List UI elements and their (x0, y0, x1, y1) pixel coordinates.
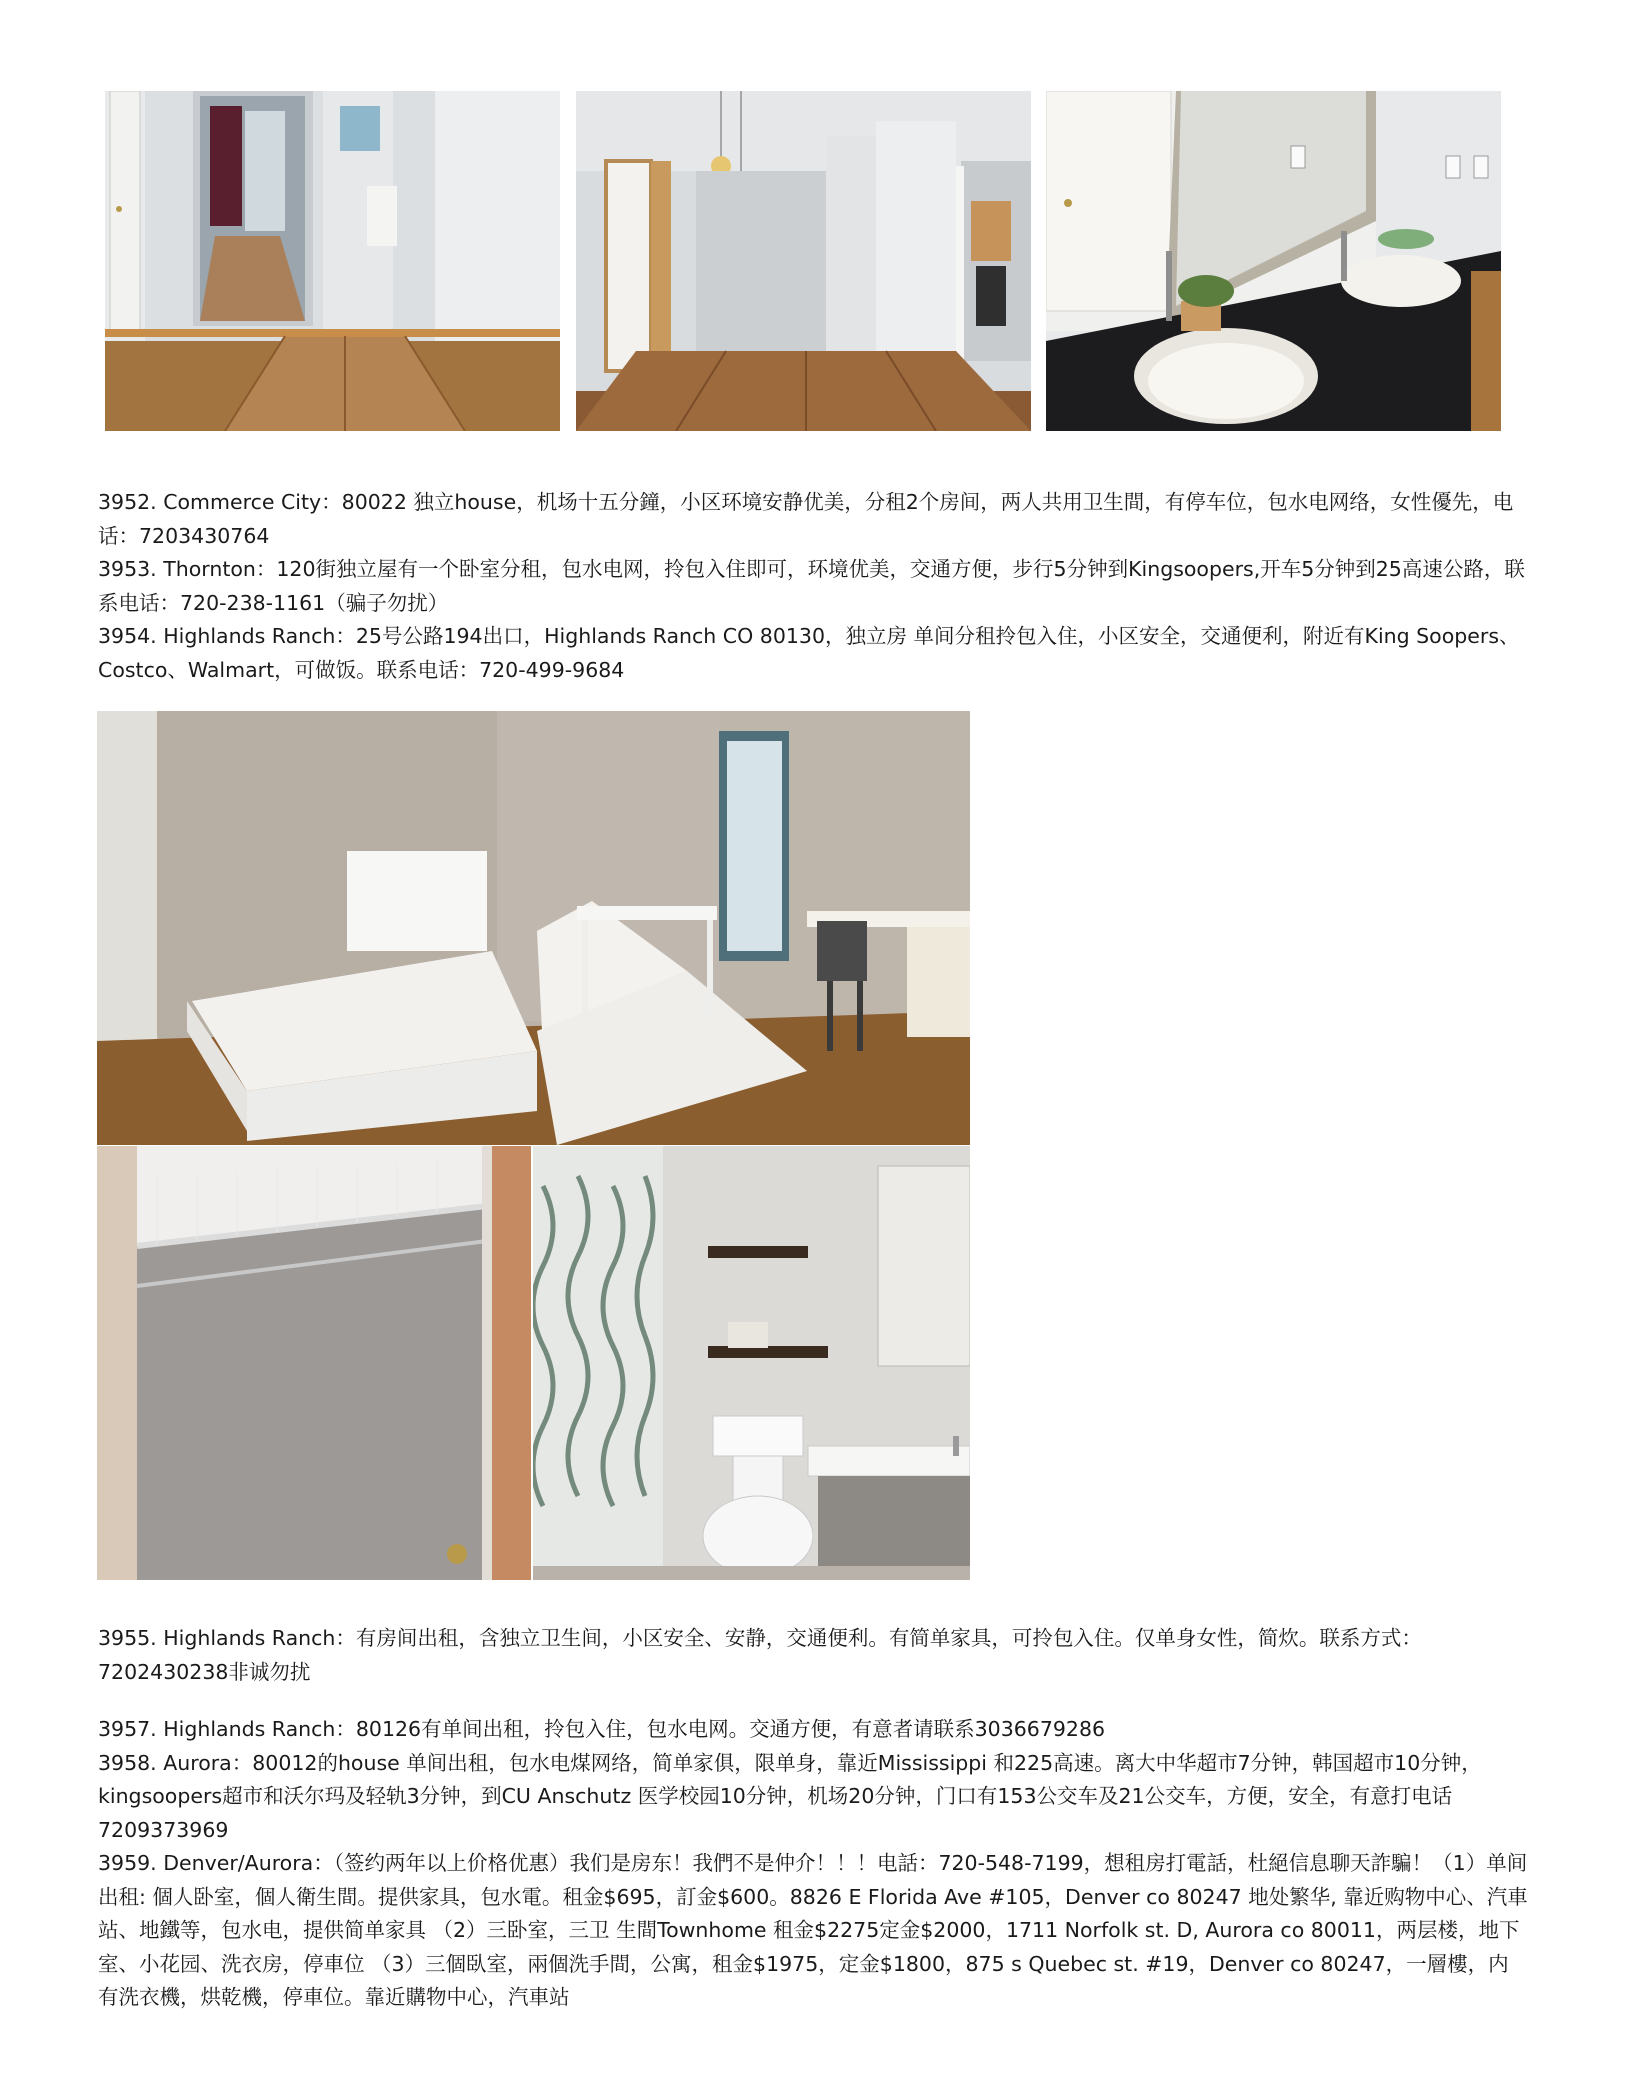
listings-group-1 (98, 486, 1528, 687)
closet-photo (97, 1146, 531, 1580)
living-room-photo (576, 91, 1031, 431)
listing-3952: 3952. Commerce City：80022 独立house，机场十五分鐘，小区环境安静优美，分租2个房间，两人共用卫生間，有停车位，包水电网络，女性優先，电话：7203430764 (98, 490, 1514, 548)
vanity-photo (1046, 91, 1501, 431)
listing-3959: 3959. Denver/Aurora：（签约两年以上价格优惠）我们是房东！我們不是仲介！！！电話：720-548-7199，想租房打電話，杜絕信息聊天詐騙！（1）单间出租: 個人卧室，個人衛生間。提供家具，包水電。租金$695，訂金$600。8826 E Florida Ave #105，Denver co 80247 地处繁华, 靠近购物中心、汽車站、地鐵等，包水电，提供简单家具 （2）三卧室，三卫 生間Townhome 租金$2275定金$2000，1711 Norfolk st. D, Aurora co 80011，两层楼，地下室、小花园、洗衣房，停車位 （3）三個臥室，兩個洗手間，公寓，租金$1975，定金$1800，875 s Quebec st. #19，Denver co 80247，一層樓，内有洗衣機，烘乾機，停車位。靠近購物中心，汽車站 (98, 1851, 1528, 2009)
listings-group-2 (98, 1622, 1528, 1689)
bedroom-photo (97, 711, 970, 1145)
hallway-photo (105, 91, 560, 431)
listing-3953: 3953. Thornton：120街独立屋有一个卧室分租，包水电网，拎包入住即可，环境优美，交通方便，步行5分钟到Kingsoopers,开车5分钟到25高速公路，联系电话：720-238-1161（骗子勿扰） (98, 557, 1525, 615)
listing-3955: 3955. Highlands Ranch：有房间出租，含独立卫生间，小区安全、安静，交通便利。有简单家具，可拎包入住。仅单身女性，简炊。联系方式：7202430238非诚勿扰 (98, 1626, 1422, 1684)
listing-3958: 3958. Aurora：80012的house 单间出租，包水电煤网络，简单家俱，限单身，靠近Mississippi 和225高速。离大中华超市7分钟，韩国超市10分钟，kingsoopers超市和沃尔玛及轻轨3分钟，到CU Anschutz 医学校园10分钟，机场20分钟，门口有153公交车及21公交车，方便，安全，有意打电话7209373969 (98, 1750, 1482, 1842)
listings-group-3 (98, 1713, 1528, 2015)
listing-3957: 3957. Highlands Ranch：80126有单间出租，拎包入住，包水电网。交通方便，有意者请联系3036679286 (98, 1717, 1106, 1741)
listing-3954: 3954. Highlands Ranch：25号公路194出口，Highlands Ranch CO 80130，独立房 单间分租拎包入住，小区安全，交通便利，附近有King Soopers、Costco、Walmart，可做饭。联系电话：720-499-9684 (98, 624, 1520, 682)
bathroom-photo (533, 1146, 970, 1580)
